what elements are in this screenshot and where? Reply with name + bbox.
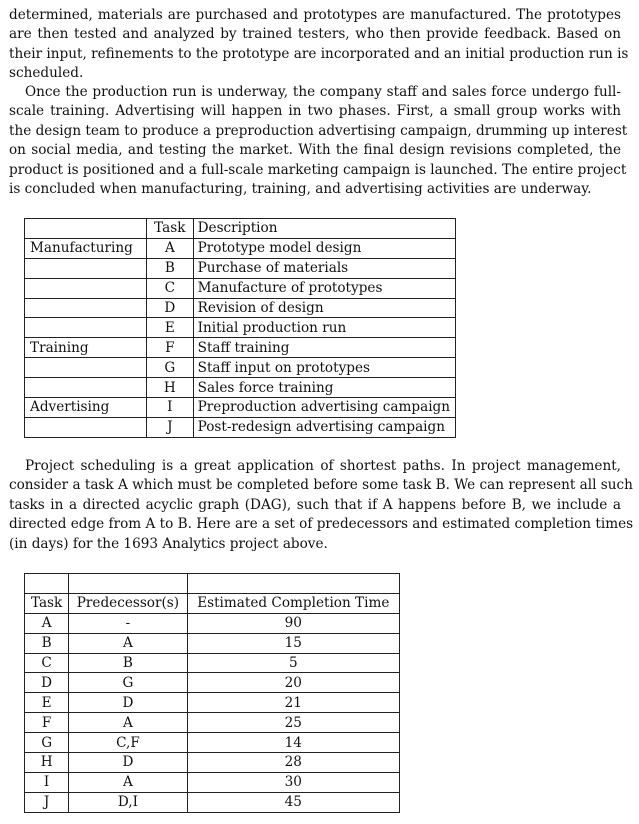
description-cell: Initial production run xyxy=(193,318,455,338)
table-row xyxy=(25,633,400,653)
table-row xyxy=(25,673,400,693)
table-row xyxy=(25,613,400,633)
task-cell: C xyxy=(25,653,69,673)
category-cell xyxy=(25,417,147,437)
description-cell: Sales force training xyxy=(193,378,455,398)
table-row xyxy=(25,378,456,398)
category-cell: Manufacturing xyxy=(25,238,147,258)
category-cell: Advertising xyxy=(25,398,147,418)
task-cell: B xyxy=(25,633,69,653)
table-row xyxy=(25,417,456,437)
predecessor-cell: G xyxy=(69,673,187,693)
table-row xyxy=(25,338,456,358)
table-row xyxy=(25,693,400,713)
task-cell: G xyxy=(25,733,69,753)
task-cell: J xyxy=(25,792,69,812)
category-cell xyxy=(25,278,147,298)
description-cell: Prototype model design xyxy=(193,238,455,258)
empty-cell xyxy=(25,574,69,594)
text-line: determined, materials are purchased and prototypes are manufactured. The prototypes xyxy=(9,7,621,23)
predecessor-cell: - xyxy=(69,613,187,633)
time-cell: 30 xyxy=(187,772,399,792)
table-row xyxy=(25,753,400,773)
category-cell: Training xyxy=(25,338,147,358)
text-line: on social media, and testing the market. With the final design revisions completed, the xyxy=(9,142,621,159)
task-cell: C xyxy=(147,278,194,298)
text-line: the design team to produce a preproduction advertising campaign, drumming up interest xyxy=(9,122,628,139)
description-cell: Preproduction advertising campaign xyxy=(193,398,455,418)
category-cell xyxy=(25,358,147,378)
paragraph-intro-continued xyxy=(9,6,629,84)
description-cell: Staff input on prototypes xyxy=(193,358,455,378)
text-line: are then tested and analyzed by trained testers, who then provide feedback. Based on xyxy=(9,26,621,43)
time-cell: 21 xyxy=(187,693,399,713)
description-cell: Post-redesign advertising campaign xyxy=(193,417,455,437)
time-cell: 90 xyxy=(187,613,399,633)
text-line: Project scheduling is a great application of shortest paths. In project management, xyxy=(25,458,621,474)
description-cell: Manufacture of prototypes xyxy=(193,278,455,298)
task-cell: I xyxy=(147,398,194,418)
table-row xyxy=(25,358,456,378)
text-line: Once the production run is underway, the company staff and sales force undergo full- xyxy=(25,84,621,100)
table-header-row xyxy=(25,593,400,613)
predecessor-cell: D,I xyxy=(69,792,187,812)
task-cell: B xyxy=(147,258,194,278)
task-cell: E xyxy=(147,318,194,338)
task-cell: D xyxy=(147,298,194,318)
table-row xyxy=(25,713,400,733)
text-line: scale training. Advertising will happen in two phases. First, a small group works with xyxy=(9,103,621,120)
table-row xyxy=(25,398,456,418)
header-task: Task xyxy=(25,593,69,613)
description-cell: Staff training xyxy=(193,338,455,358)
time-cell: 25 xyxy=(187,713,399,733)
table-row xyxy=(25,792,400,812)
description-cell: Purchase of materials xyxy=(193,258,455,278)
table-row xyxy=(25,258,456,278)
text-line: is concluded when manufacturing, training, and advertising activities are underway. xyxy=(9,181,592,198)
category-cell xyxy=(25,258,147,278)
task-cell: H xyxy=(147,378,194,398)
task-cell: E xyxy=(25,693,69,713)
text-line: their input, refinements to the prototype are incorporated and an initial production run is xyxy=(9,45,629,62)
empty-cell xyxy=(69,574,187,594)
table-spacer-row xyxy=(25,574,400,594)
description-cell: Revision of design xyxy=(193,298,455,318)
header-category xyxy=(25,219,147,239)
table-row xyxy=(25,653,400,673)
text-line: scheduled. xyxy=(9,65,84,82)
task-cell: D xyxy=(25,673,69,693)
category-cell xyxy=(25,318,147,338)
task-cell: F xyxy=(25,713,69,733)
time-cell: 5 xyxy=(187,653,399,673)
time-cell: 20 xyxy=(187,673,399,693)
text-line: product is positioned and a full-scale marketing campaign is launched. The entire project xyxy=(9,161,627,178)
task-cell: J xyxy=(147,417,194,437)
schedule-table xyxy=(24,573,400,813)
predecessor-cell: A xyxy=(69,633,187,653)
header-task: Task xyxy=(147,219,194,239)
task-cell: I xyxy=(25,772,69,792)
empty-cell xyxy=(187,574,399,594)
predecessor-cell: C,F xyxy=(69,733,187,753)
table-row xyxy=(25,298,456,318)
time-cell: 14 xyxy=(187,733,399,753)
header-predecessors: Predecessor(s) xyxy=(69,593,187,613)
predecessor-cell: D xyxy=(69,693,187,713)
text-line: tasks in a directed acyclic graph (DAG), such that if A happens before B, we include a xyxy=(9,496,621,513)
predecessor-cell: B xyxy=(69,653,187,673)
text-line: directed edge from A to B. Here are a set of predecessors and estimated completion times xyxy=(9,516,634,533)
task-cell: A xyxy=(25,613,69,633)
text-line: (in days) for the 1693 Analytics project above. xyxy=(9,535,328,552)
task-cell: G xyxy=(147,358,194,378)
task-cell: A xyxy=(147,238,194,258)
category-cell xyxy=(25,378,147,398)
time-cell: 15 xyxy=(187,633,399,653)
header-completion-time: Estimated Completion Time xyxy=(187,593,399,613)
table-header-row xyxy=(25,219,456,239)
task-cell: F xyxy=(147,338,194,358)
predecessor-cell: A xyxy=(69,772,187,792)
paragraph-project-scheduling xyxy=(9,457,634,554)
table-row xyxy=(25,733,400,753)
paragraph-training-advertising xyxy=(9,83,628,199)
table-row xyxy=(25,318,456,338)
predecessor-cell: A xyxy=(69,713,187,733)
predecessor-cell: D xyxy=(69,753,187,773)
task-cell: H xyxy=(25,753,69,773)
table-row xyxy=(25,278,456,298)
category-cell xyxy=(25,298,147,318)
time-cell: 28 xyxy=(187,753,399,773)
header-description: Description xyxy=(193,219,455,239)
text-line: consider a task A which must be completed before some task B. We can represent all such xyxy=(9,477,633,494)
table-row xyxy=(25,772,400,792)
table-row xyxy=(25,238,456,258)
time-cell: 45 xyxy=(187,792,399,812)
task-description-table xyxy=(24,218,456,438)
